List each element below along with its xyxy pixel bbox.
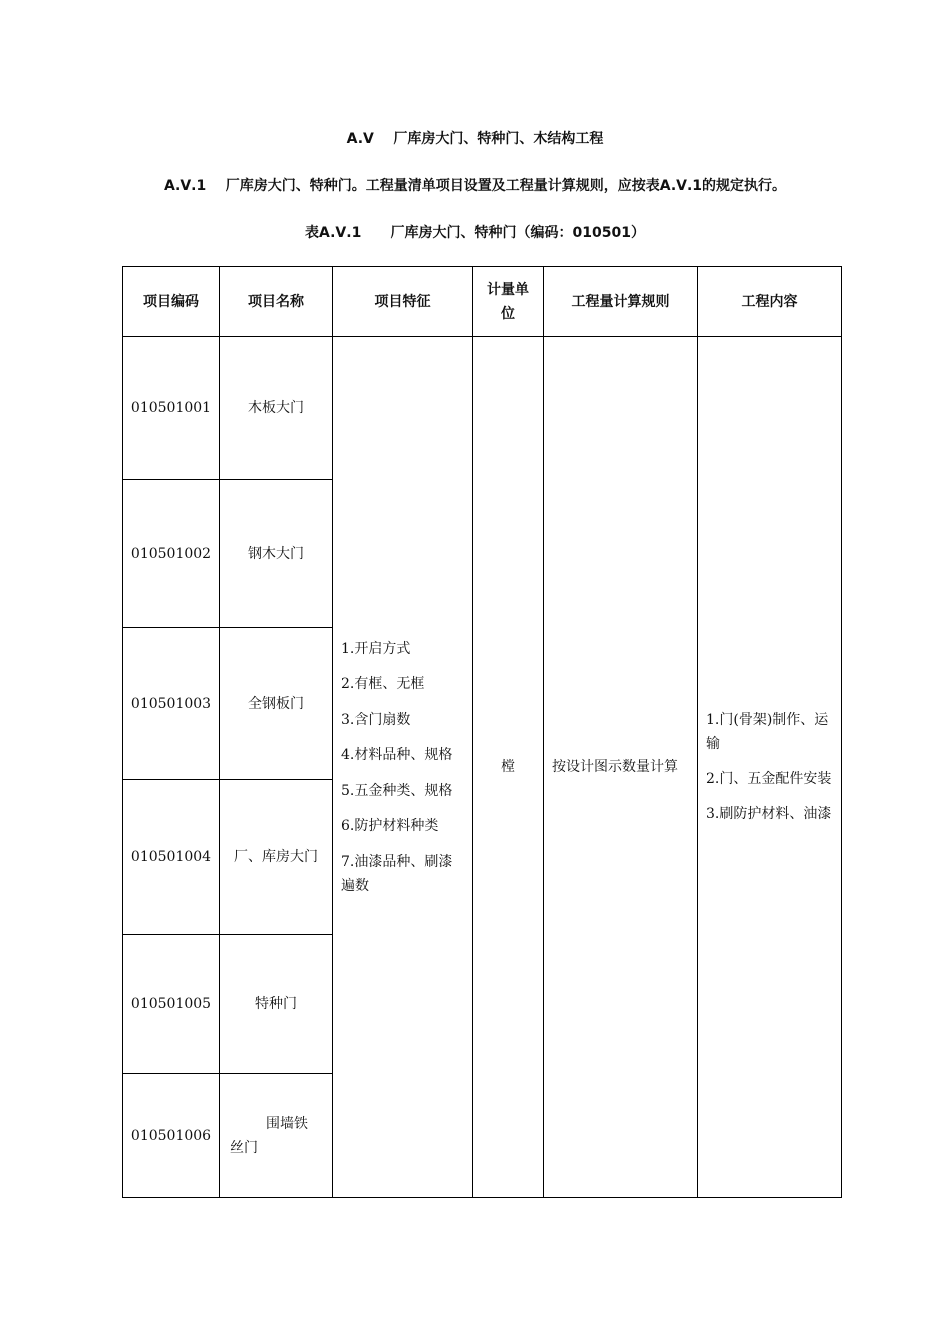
content-item: 1.门(骨架)制作、运输: [706, 712, 829, 752]
header-content: 工程内容: [698, 267, 842, 337]
unit-cell: 樘: [473, 337, 544, 1198]
row-code: 010501004: [123, 780, 220, 935]
feature-item: 1.开启方式: [341, 640, 411, 657]
row-name: 特种门: [220, 935, 333, 1074]
header-code: 项目编码: [123, 267, 220, 337]
row-code: 010501003: [123, 628, 220, 780]
header-features: 项目特征: [333, 267, 473, 337]
row-name: 厂、库房大门: [220, 780, 333, 935]
row-name: 钢木大门: [220, 480, 333, 628]
feature-item: 3.含门扇数: [341, 711, 411, 728]
row-name: 全钢板门: [220, 628, 333, 780]
section-title: A.Ⅴ 厂库房大门、特种门、木结构工程: [346, 131, 604, 147]
rule-cell: 按设计图示数量计算: [544, 337, 698, 1198]
header-rule: 工程量计算规则: [544, 267, 698, 337]
header-unit: 计量单位: [473, 267, 544, 337]
feature-item: 4.材料品种、规格: [341, 747, 453, 763]
feature-item: 7.油漆品种、刷漆遍数: [341, 853, 453, 894]
table-row: [123, 337, 842, 480]
feature-item: 2.有框、无框: [341, 676, 425, 692]
content-item: 2.门、五金配件安装: [706, 771, 832, 787]
feature-item: 6.防护材料种类: [341, 818, 439, 834]
section-intro: A.Ⅴ.1 厂库房大门、特种门。工程量清单项目设置及工程量计算规则，应按表A.Ⅴ.1的规定执行。: [163, 178, 787, 194]
row-code: 010501002: [123, 480, 220, 628]
content-item: 3.刷防护材料、油漆: [706, 806, 832, 822]
header-name: 项目名称: [220, 267, 333, 337]
row-code: 010501005: [123, 935, 220, 1074]
table-caption: 表A.Ⅴ.1 厂库房大门、特种门（编码：010501）: [305, 225, 645, 241]
row-code: 010501001: [123, 337, 220, 480]
table-header-row: [123, 267, 842, 337]
row-code: 010501006: [123, 1074, 220, 1198]
features-cell: [333, 337, 473, 1198]
feature-item: 5.五金种类、规格: [341, 782, 453, 799]
spec-table: [122, 266, 842, 1198]
content-cell: [698, 337, 842, 1198]
row-name: 围墙铁丝门: [220, 1074, 333, 1198]
row-name: 木板大门: [220, 337, 333, 480]
